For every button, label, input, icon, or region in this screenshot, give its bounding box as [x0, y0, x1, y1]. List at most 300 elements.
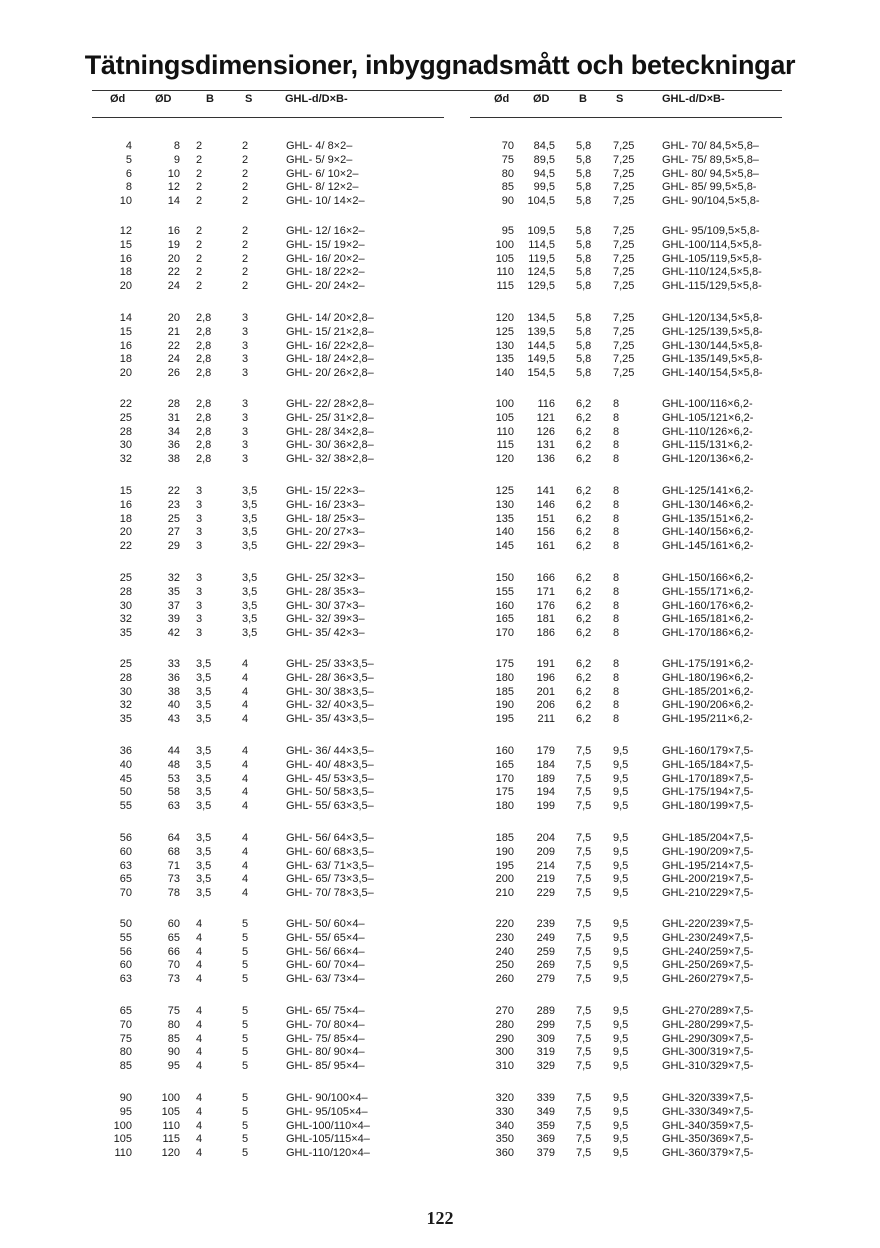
- right-cell-d: 135: [495, 353, 514, 366]
- right-cell-designation: GHL-330/349×7,5-: [662, 1105, 754, 1118]
- right-cell-S: 9,5: [613, 1092, 629, 1104]
- right-cell-D: 199: [536, 800, 555, 813]
- left-cell-d: 25: [119, 658, 132, 670]
- left-cell-designation: GHL- 90/100×4–: [286, 1092, 368, 1104]
- right-cell-designation: GHL-140/156×6,2-: [662, 526, 754, 539]
- left-cell-d: 25: [119, 411, 132, 424]
- right-cell-D: 249: [536, 931, 555, 944]
- right-cell-B: 6,2: [576, 512, 592, 525]
- left-cell-D: 85: [167, 1032, 180, 1045]
- left-cell-D: 100: [161, 1092, 180, 1104]
- right-cell-D: 129,5: [527, 280, 555, 293]
- right-cell-B: 7,5: [576, 786, 592, 799]
- right-cell-designation: GHL-110/124,5×5,8-: [662, 266, 762, 279]
- left-cell-S: 2: [242, 225, 249, 237]
- right-cell-B: 5,8: [576, 339, 592, 352]
- left-cell-D: 20: [167, 252, 180, 265]
- right-cell-B: 7,5: [576, 1105, 592, 1118]
- left-cell-d: 75: [119, 1032, 132, 1045]
- left-cell-d: 18: [119, 266, 132, 279]
- right-cell-d: 115: [496, 439, 514, 452]
- left-cell-B: 2: [196, 140, 203, 152]
- right-cell-D: 121: [536, 411, 555, 424]
- left-cell-B: 2: [196, 181, 203, 194]
- left-cell-B: 2,8: [196, 325, 212, 338]
- left-cell-d: 10: [119, 195, 132, 208]
- left-cell-B: 3: [196, 485, 203, 497]
- right-cell-designation: GHL-165/181×6,2-: [662, 613, 754, 626]
- left-cell-designation: GHL- 15/ 21×2,8–: [286, 325, 374, 338]
- left-cell-S: 3: [242, 325, 249, 338]
- left-cell-D: 70: [167, 959, 180, 972]
- left-cell-S: 5: [242, 1032, 249, 1045]
- left-cell-S: 4: [242, 699, 249, 712]
- right-cell-d: 195: [495, 713, 514, 726]
- right-cell-designation: GHL-280/299×7,5-: [662, 1018, 754, 1031]
- right-cell-S: 7,25: [613, 312, 635, 324]
- right-cell-D: 279: [536, 973, 555, 986]
- right-cell-S: 9,5: [613, 745, 629, 757]
- right-cell-S: 9,5: [613, 859, 629, 872]
- left-cell-d: 28: [119, 585, 132, 598]
- right-cell-S: 7,25: [613, 167, 635, 180]
- left-cell-designation: GHL- 15/ 19×2–: [286, 238, 365, 251]
- right-cell-designation: GHL-175/194×7,5-: [662, 786, 754, 799]
- left-cell-D: 22: [167, 485, 180, 497]
- right-cell-d: 120: [495, 312, 514, 324]
- right-cell-S: 9,5: [613, 887, 629, 900]
- right-cell-B: 7,5: [576, 859, 592, 872]
- right-cell-d: 105: [495, 252, 514, 265]
- right-cell-S: 7,25: [613, 153, 635, 166]
- right-cell-B: 6,2: [576, 425, 592, 438]
- left-cell-S: 4: [242, 758, 249, 771]
- right-cell-D: 99,5: [533, 181, 555, 194]
- left-cell-d: 4: [125, 140, 132, 152]
- left-cell-D: 105: [161, 1105, 180, 1118]
- right-cell-D: 154,5: [527, 367, 555, 380]
- header-designation: GHL-d/D×B-: [662, 93, 725, 105]
- right-cell-S: 7,25: [613, 367, 635, 380]
- left-cell-designation: GHL- 35/ 43×3,5–: [286, 713, 374, 726]
- left-cell-B: 2: [196, 238, 203, 251]
- right-cell-d: 185: [495, 685, 514, 698]
- left-cell-D: 48: [167, 758, 180, 771]
- left-cell-B: 4: [196, 973, 203, 986]
- right-cell-B: 6,2: [576, 540, 592, 553]
- left-cell-designation: GHL- 95/105×4–: [286, 1105, 368, 1118]
- right-cell-designation: GHL-190/209×7,5-: [662, 845, 754, 858]
- left-cell-S: 5: [242, 1119, 249, 1132]
- left-cell-D: 39: [167, 613, 180, 626]
- left-cell-S: 5: [242, 959, 249, 972]
- left-cell-S: 2: [242, 195, 249, 208]
- right-cell-S: 9,5: [613, 959, 629, 972]
- left-cell-designation: GHL- 28/ 34×2,8–: [286, 425, 374, 438]
- right-cell-S: 9,5: [613, 1133, 629, 1146]
- right-cell-D: 186: [536, 627, 555, 640]
- right-cell-S: 7,25: [613, 353, 635, 366]
- left-cell-D: 120: [161, 1147, 180, 1160]
- left-cell-d: 35: [119, 627, 132, 640]
- left-cell-designation: GHL- 65/ 73×3,5–: [286, 873, 374, 886]
- right-cell-B: 7,5: [576, 918, 592, 930]
- left-cell-D: 38: [167, 453, 180, 466]
- right-cell-B: 5,8: [576, 367, 592, 380]
- right-cell-designation: GHL-125/141×6,2-: [662, 485, 754, 497]
- left-cell-designation: GHL- 63/ 71×3,5–: [286, 859, 374, 872]
- left-cell-d: 6: [125, 167, 132, 180]
- right-cell-B: 7,5: [576, 1092, 592, 1104]
- right-cell-D: 146: [536, 498, 555, 511]
- left-cell-B: 3: [196, 498, 203, 511]
- right-cell-d: 70: [501, 140, 514, 152]
- right-cell-B: 6,2: [576, 498, 592, 511]
- right-cell-S: 9,5: [613, 832, 629, 844]
- right-cell-d: 250: [495, 959, 514, 972]
- right-cell-d: 125: [495, 325, 514, 338]
- right-cell-B: 5,8: [576, 252, 592, 265]
- right-cell-B: 6,2: [576, 627, 592, 640]
- right-cell-designation: GHL-300/319×7,5-: [662, 1046, 754, 1059]
- right-cell-D: 349: [536, 1105, 555, 1118]
- left-cell-D: 23: [167, 498, 180, 511]
- right-cell-S: 7,25: [613, 238, 635, 251]
- right-cell-designation: GHL-230/249×7,5-: [662, 931, 754, 944]
- left-cell-S: 2: [242, 238, 249, 251]
- left-cell-designation: GHL- 35/ 42×3–: [286, 627, 365, 640]
- right-cell-B: 6,2: [576, 411, 592, 424]
- left-cell-S: 5: [242, 1046, 249, 1059]
- left-cell-B: 3: [196, 572, 203, 584]
- right-cell-d: 150: [495, 572, 514, 584]
- left-cell-S: 3: [242, 425, 249, 438]
- right-cell-D: 134,5: [527, 312, 555, 324]
- left-cell-d: 15: [119, 485, 132, 497]
- left-cell-B: 4: [196, 931, 203, 944]
- left-cell-B: 3,5: [196, 713, 212, 726]
- left-cell-S: 4: [242, 887, 249, 900]
- left-cell-D: 28: [167, 398, 180, 410]
- right-cell-d: 155: [495, 585, 514, 598]
- right-cell-d: 140: [495, 367, 514, 380]
- left-cell-d: 32: [119, 613, 132, 626]
- left-cell-S: 4: [242, 845, 249, 858]
- right-cell-S: 8: [613, 671, 620, 684]
- right-cell-designation: GHL-350/369×7,5-: [662, 1133, 754, 1146]
- right-cell-d: 190: [495, 699, 514, 712]
- left-cell-S: 2: [242, 167, 249, 180]
- left-cell-S: 4: [242, 832, 249, 844]
- right-cell-designation: GHL-180/199×7,5-: [662, 800, 754, 813]
- right-cell-designation: GHL-320/339×7,5-: [662, 1092, 754, 1104]
- left-cell-designation: GHL- 32/ 40×3,5–: [286, 699, 374, 712]
- right-cell-B: 7,5: [576, 1032, 592, 1045]
- left-cell-B: 3,5: [196, 772, 212, 785]
- left-cell-S: 5: [242, 1005, 249, 1017]
- left-cell-S: 5: [242, 1060, 249, 1073]
- left-cell-designation: GHL- 36/ 44×3,5–: [286, 745, 374, 757]
- right-cell-D: 299: [536, 1018, 555, 1031]
- right-cell-S: 9,5: [613, 1018, 629, 1031]
- left-cell-d: 90: [119, 1092, 132, 1104]
- left-cell-d: 28: [119, 671, 132, 684]
- left-cell-S: 4: [242, 745, 249, 757]
- right-cell-D: 189: [536, 772, 555, 785]
- left-cell-D: 19: [167, 238, 180, 251]
- left-cell-d: 16: [119, 498, 132, 511]
- right-cell-designation: GHL-250/269×7,5-: [662, 959, 754, 972]
- right-cell-d: 300: [495, 1046, 514, 1059]
- left-cell-designation: GHL- 30/ 37×3–: [286, 599, 365, 612]
- right-cell-d: 350: [495, 1133, 514, 1146]
- right-cell-S: 8: [613, 398, 620, 410]
- right-cell-B: 7,5: [576, 973, 592, 986]
- right-cell-designation: GHL-100/116×6,2-: [662, 398, 753, 410]
- left-cell-designation: GHL- 56/ 66×4–: [286, 945, 365, 958]
- right-cell-S: 8: [613, 713, 620, 726]
- right-cell-designation: GHL-150/166×6,2-: [662, 572, 754, 584]
- right-cell-B: 7,5: [576, 745, 592, 757]
- left-cell-B: 3: [196, 526, 203, 539]
- left-cell-B: 2,8: [196, 425, 212, 438]
- header-d: Ød: [110, 93, 126, 105]
- right-cell-d: 90: [501, 195, 514, 208]
- right-cell-D: 369: [536, 1133, 555, 1146]
- right-cell-B: 6,2: [576, 658, 592, 670]
- title-rule: [92, 90, 782, 91]
- right-cell-designation: GHL-240/259×7,5-: [662, 945, 754, 958]
- header-designation: GHL-d/D×B-: [285, 93, 348, 105]
- page-number: 122: [426, 1208, 454, 1228]
- left-cell-designation: GHL- 16/ 20×2–: [286, 252, 365, 265]
- left-cell-B: 2,8: [196, 312, 212, 324]
- right-cell-d: 120: [495, 453, 514, 466]
- left-cell-D: 53: [167, 772, 180, 785]
- left-cell-B: 2,8: [196, 453, 212, 466]
- left-cell-designation: GHL- 28/ 36×3,5–: [286, 671, 374, 684]
- left-cell-designation: GHL- 85/ 95×4–: [286, 1060, 365, 1073]
- left-cell-d: 70: [119, 887, 132, 900]
- left-cell-designation: GHL- 63/ 73×4–: [286, 973, 365, 986]
- right-cell-designation: GHL- 75/ 89,5×5,8–: [662, 153, 759, 166]
- right-cell-B: 7,5: [576, 1060, 592, 1073]
- right-cell-S: 8: [613, 453, 620, 466]
- left-cell-S: 3: [242, 398, 249, 410]
- right-cell-d: 170: [495, 627, 514, 640]
- left-cell-designation: GHL- 18/ 24×2,8–: [286, 353, 374, 366]
- left-cell-D: 36: [167, 671, 180, 684]
- left-cell-D: 75: [167, 1005, 180, 1017]
- left-cell-S: 4: [242, 800, 249, 813]
- left-cell-d: 16: [119, 252, 132, 265]
- left-cell-designation: GHL- 60/ 70×4–: [286, 959, 365, 972]
- right-cell-D: 339: [536, 1092, 555, 1104]
- left-cell-d: 30: [119, 439, 132, 452]
- right-cell-designation: GHL-110/126×6,2-: [662, 425, 753, 438]
- right-cell-S: 8: [613, 540, 620, 553]
- left-cell-S: 3: [242, 411, 249, 424]
- left-cell-designation: GHL- 70/ 78×3,5–: [286, 887, 374, 900]
- right-cell-S: 7,25: [613, 325, 635, 338]
- right-cell-S: 9,5: [613, 945, 629, 958]
- right-cell-designation: GHL-130/144,5×5,8-: [662, 339, 763, 352]
- left-cell-S: 3: [242, 367, 249, 380]
- left-cell-D: 27: [167, 526, 180, 539]
- right-cell-d: 100: [495, 238, 514, 251]
- left-cell-S: 3,5: [242, 540, 258, 553]
- right-cell-B: 6,2: [576, 585, 592, 598]
- left-cell-B: 3,5: [196, 745, 212, 757]
- left-cell-D: 42: [167, 627, 180, 640]
- right-cell-S: 7,25: [613, 266, 635, 279]
- right-cell-B: 7,5: [576, 887, 592, 900]
- right-cell-B: 6,2: [576, 485, 592, 497]
- right-cell-D: 204: [536, 832, 555, 844]
- left-cell-B: 3: [196, 512, 203, 525]
- left-cell-D: 24: [167, 353, 180, 366]
- right-cell-D: 104,5: [527, 195, 555, 208]
- right-cell-D: 126: [536, 425, 555, 438]
- left-cell-designation: GHL- 8/ 12×2–: [286, 181, 359, 194]
- right-cell-B: 7,5: [576, 758, 592, 771]
- right-cell-D: 131: [536, 439, 555, 452]
- header-D: ØD: [533, 93, 550, 105]
- right-cell-S: 9,5: [613, 772, 629, 785]
- right-cell-d: 105: [495, 411, 514, 424]
- left-cell-B: 3,5: [196, 671, 212, 684]
- right-cell-S: 8: [613, 439, 620, 452]
- left-cell-D: 95: [167, 1060, 180, 1073]
- left-cell-d: 105: [113, 1133, 132, 1146]
- left-cell-d: 20: [119, 526, 132, 539]
- right-cell-D: 259: [536, 945, 555, 958]
- left-cell-designation: GHL- 50/ 60×4–: [286, 918, 365, 930]
- right-cell-D: 319: [536, 1046, 555, 1059]
- right-cell-S: 9,5: [613, 1032, 629, 1045]
- right-cell-D: 229: [536, 887, 555, 900]
- left-cell-B: 2,8: [196, 411, 212, 424]
- page-title: Tätningsdimensioner, inbyggnadsmått och beteckningar: [84, 50, 796, 80]
- left-cell-d: 18: [119, 353, 132, 366]
- right-cell-designation: GHL-165/184×7,5-: [662, 758, 754, 771]
- left-cell-designation: GHL- 22/ 28×2,8–: [286, 398, 374, 410]
- right-cell-designation: GHL-185/201×6,2-: [662, 685, 754, 698]
- right-cell-designation: GHL- 70/ 84,5×5,8–: [662, 140, 759, 152]
- left-cell-B: 3: [196, 613, 203, 626]
- right-cell-designation: GHL-160/179×7,5-: [662, 745, 754, 757]
- right-cell-designation: GHL- 85/ 99,5×5,8-: [662, 181, 757, 194]
- left-cell-B: 3,5: [196, 786, 212, 799]
- left-cell-S: 3: [242, 339, 249, 352]
- left-cell-designation: GHL- 45/ 53×3,5–: [286, 772, 374, 785]
- left-cell-d: 30: [119, 599, 132, 612]
- right-cell-d: 130: [495, 498, 514, 511]
- left-cell-designation: GHL-110/120×4–: [286, 1147, 370, 1160]
- left-cell-designation: GHL- 25/ 33×3,5–: [286, 658, 374, 670]
- right-cell-S: 8: [613, 425, 620, 438]
- left-cell-d: 70: [119, 1018, 132, 1031]
- right-cell-designation: GHL-360/379×7,5-: [662, 1147, 754, 1160]
- left-cell-designation: GHL- 20/ 27×3–: [286, 526, 365, 539]
- left-cell-B: 3: [196, 540, 203, 553]
- right-cell-d: 80: [501, 167, 514, 180]
- header-B: B: [579, 93, 587, 105]
- left-cell-d: 56: [119, 945, 132, 958]
- left-cell-D: 63: [167, 800, 180, 813]
- right-cell-S: 9,5: [613, 1105, 629, 1118]
- right-cell-S: 7,25: [613, 225, 635, 237]
- left-cell-B: 4: [196, 1046, 203, 1059]
- left-cell-D: 21: [167, 325, 180, 338]
- left-cell-designation: GHL- 50/ 58×3,5–: [286, 786, 374, 799]
- left-cell-S: 3,5: [242, 585, 258, 598]
- right-cell-B: 6,2: [576, 671, 592, 684]
- left-cell-S: 5: [242, 945, 249, 958]
- left-cell-B: 4: [196, 1032, 203, 1045]
- left-cell-d: 30: [119, 685, 132, 698]
- right-cell-S: 9,5: [613, 918, 629, 930]
- right-cell-B: 7,5: [576, 772, 592, 785]
- right-cell-B: 6,2: [576, 599, 592, 612]
- right-cell-D: 119,5: [528, 252, 555, 265]
- left-cell-B: 4: [196, 945, 203, 958]
- left-cell-designation: GHL- 4/ 8×2–: [286, 140, 353, 152]
- left-cell-designation: GHL- 15/ 22×3–: [286, 485, 365, 497]
- left-cell-B: 4: [196, 1092, 203, 1104]
- left-cell-designation: GHL- 65/ 75×4–: [286, 1005, 365, 1017]
- right-cell-S: 7,25: [613, 252, 635, 265]
- right-cell-d: 210: [495, 887, 514, 900]
- left-cell-designation: GHL- 14/ 20×2,8–: [286, 312, 374, 324]
- left-cell-S: 2: [242, 140, 249, 152]
- right-cell-B: 6,2: [576, 713, 592, 726]
- left-cell-B: 3,5: [196, 887, 212, 900]
- right-cell-designation: GHL-270/289×7,5-: [662, 1005, 754, 1017]
- right-cell-designation: GHL- 90/104,5×5,8-: [662, 195, 760, 208]
- right-cell-d: 330: [495, 1105, 514, 1118]
- right-cell-designation: GHL-140/154,5×5,8-: [662, 367, 763, 380]
- left-cell-S: 4: [242, 658, 249, 670]
- right-cell-B: 6,2: [576, 685, 592, 698]
- left-cell-B: 3,5: [196, 859, 212, 872]
- right-cell-S: 9,5: [613, 873, 629, 886]
- left-cell-B: 3,5: [196, 873, 212, 886]
- left-cell-d: 22: [119, 540, 132, 553]
- left-cell-d: 32: [119, 453, 132, 466]
- left-cell-d: 12: [119, 225, 132, 237]
- left-cell-S: 3,5: [242, 627, 258, 640]
- right-cell-d: 260: [495, 973, 514, 986]
- left-cell-B: 2: [196, 266, 203, 279]
- left-cell-B: 4: [196, 1005, 203, 1017]
- left-cell-D: 38: [167, 685, 180, 698]
- left-cell-designation: GHL- 32/ 38×2,8–: [286, 453, 374, 466]
- right-cell-D: 194: [536, 786, 555, 799]
- right-cell-designation: GHL-125/139,5×5,8-: [662, 325, 763, 338]
- left-cell-designation: GHL- 75/ 85×4–: [286, 1032, 365, 1045]
- right-cell-B: 7,5: [576, 945, 592, 958]
- left-cell-S: 4: [242, 772, 249, 785]
- right-cell-B: 5,8: [576, 353, 592, 366]
- right-cell-d: 110: [496, 425, 514, 438]
- right-cell-d: 220: [495, 918, 514, 930]
- left-cell-D: 31: [167, 411, 180, 424]
- left-cell-designation: GHL- 28/ 35×3–: [286, 585, 365, 598]
- right-cell-d: 135: [495, 512, 514, 525]
- left-cell-D: 73: [167, 973, 180, 986]
- right-cell-designation: GHL-145/161×6,2-: [662, 540, 754, 553]
